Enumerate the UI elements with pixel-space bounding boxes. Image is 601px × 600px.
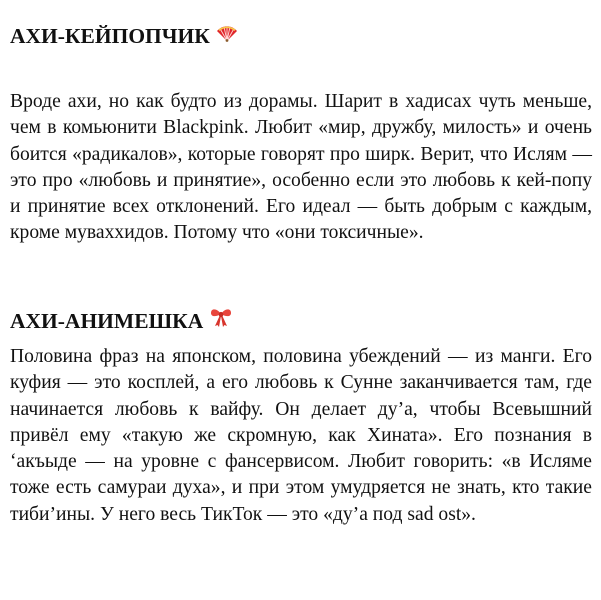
ribbon-bow-icon bbox=[209, 306, 233, 335]
section-paragraph-kpop: Вроде ахи, но как будто из дорамы. Шарит в хадисах чуть меньше, чем в комьюнити Blackpink. Любит «мир, дружбу, милость» и очень боится «радикалов», которые говорят про ширк. Верит, что Ислям — это про «любовь и принятие», особенно если это любовь к кей-попу и принятие всех отклонений. Его идеал — быть добрым с каждым, кроме муваххидов. Потому что «они токсичные». bbox=[10, 91, 592, 244]
section-heading-anime bbox=[10, 306, 233, 335]
section-title: АХИ-КЕЙПОПЧИК bbox=[10, 24, 210, 48]
section-paragraph-anime: Половина фраз на японском, половина убеждений — из манги. Его куфия — это косплей, а его любовь к Сунне заканчивается там, где начинается любовь к вайфу. Он делает ду’а, чтобы Всевышний привёл ему «такую же скромную, как Хината». Его познания в ‘акъыде — на уровне с фансервисом. Любит говорить: «в Исляме тоже есть самураи духа», и при этом умудряется не знать, кто такие тиби’ины. У него весь ТикТок — это «ду’а под sad ost». bbox=[10, 346, 592, 525]
section-heading-kpop bbox=[10, 22, 238, 50]
section-title: АХИ-АНИМЕШКА bbox=[10, 308, 204, 333]
folding-fan-icon bbox=[216, 22, 238, 50]
